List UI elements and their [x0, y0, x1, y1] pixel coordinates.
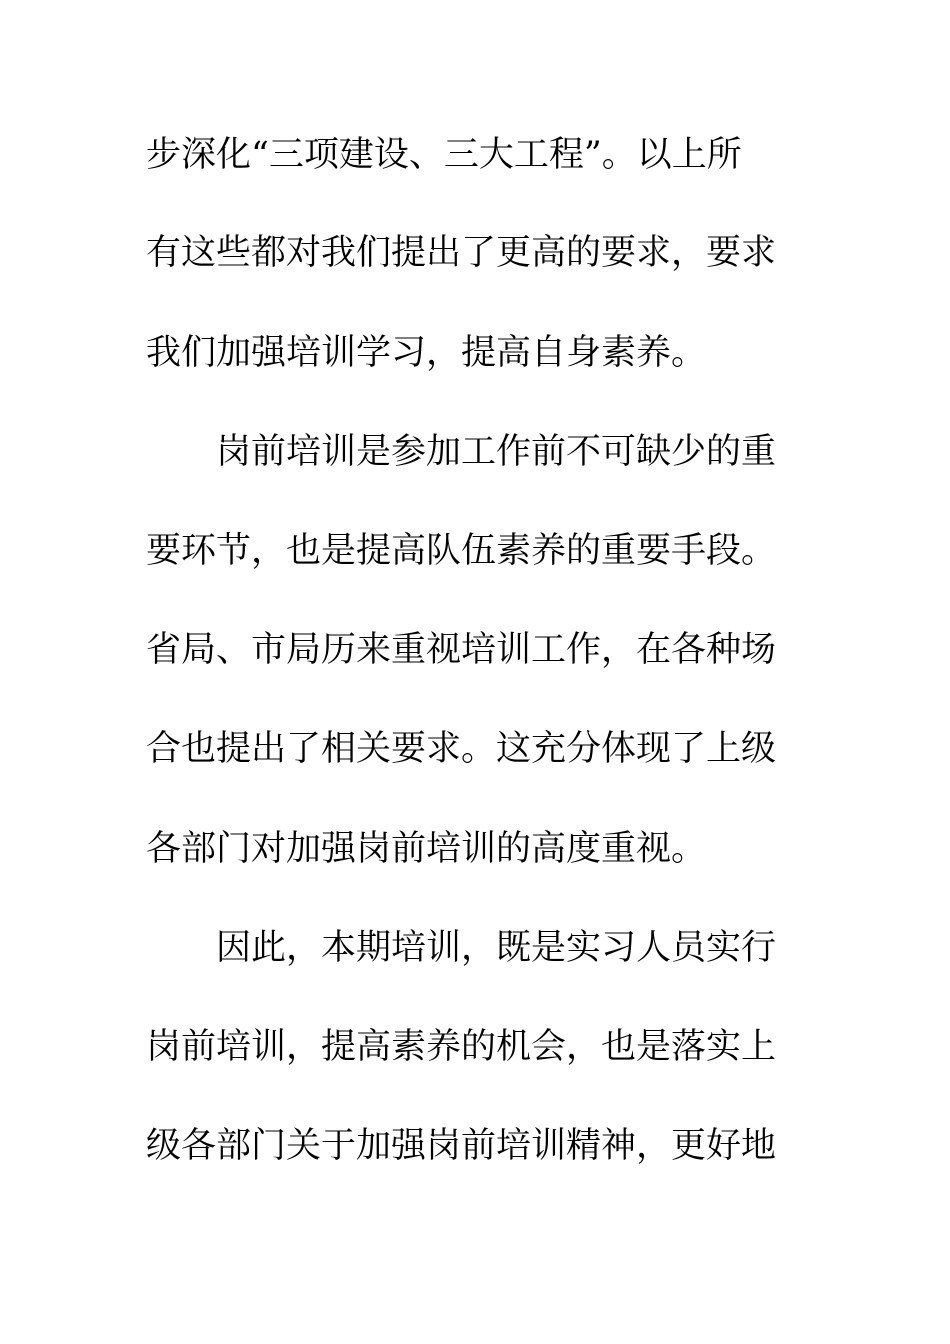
- text-line-8: 各部门对加强岗前培训的高度重视。: [146, 829, 707, 869]
- text-line-7: 合也提出了相关要求。这充分体现了上级: [146, 729, 777, 769]
- text-line-10: 岗前培训，提高素养的机会，也是落实上: [146, 1027, 777, 1067]
- text-line-9: 因此，本期培训，既是实习人员实行: [216, 928, 777, 968]
- text-line-6: 省局、市局历来重视培训工作，在各种场: [146, 630, 777, 670]
- text-line-11: 级各部门关于加强岗前培训精神，更好地: [146, 1126, 777, 1166]
- text-line-4: 岗前培训是参加工作前不可缺少的重: [216, 432, 777, 472]
- text-line-2: 有这些都对我们提出了更高的要求，要求: [146, 233, 777, 273]
- text-line-1: 步深化“三项建设、三大工程”。以上所: [146, 135, 742, 175]
- text-line-3: 我们加强培训学习，提高自身素养。: [146, 333, 707, 373]
- text-line-5: 要环节，也是提高队伍素养的重要手段。: [146, 531, 777, 571]
